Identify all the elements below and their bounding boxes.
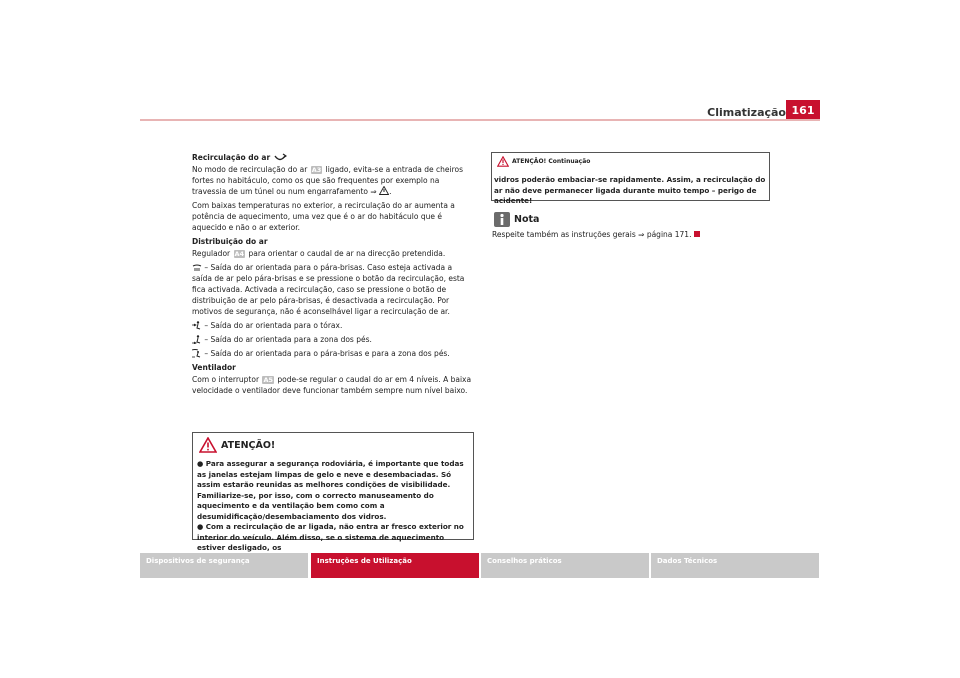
end-marker <box>694 231 700 237</box>
dist-heading: Distribuição do ar <box>192 237 268 246</box>
fan-p1-text-a: Com o interruptor <box>192 375 260 384</box>
fan-p1-text-b: pode-se regular o caudal do ar em 4 níveis. A baixa velocidade o ventilador deve funcionar também sempre num nível baixo. <box>192 375 472 395</box>
dist-both-text: – Saída do ar orientada para o pára-brisas e para a zona dos pés. <box>204 349 450 358</box>
footer-tab-tips[interactable]: Conselhos práticos <box>481 553 649 578</box>
windscreen-air-icon <box>192 264 202 272</box>
warning-text <box>197 459 469 554</box>
dist-p1-text-a: Regulador <box>192 249 231 258</box>
header-title: Climatização <box>707 106 786 119</box>
feet-air-icon <box>192 335 202 344</box>
continuation-title: ATENÇÃO! Continuação <box>512 158 591 165</box>
footer-tab-safety[interactable]: Dispositivos de segurança <box>140 553 308 578</box>
reference-badge-a3: A3 <box>311 166 322 174</box>
recirc-paragraph-1: No modo de recirculação do ar A3 ligado, evita-se a entrada de cheiros fortes no habitáculo, como os que são frequentes por exemplo na travessia de um túnel ou num engarrafamento ⇒ . <box>192 165 464 196</box>
continuation-text: vidros poderão embaciar-se rapidamente. Assim, a recirculação do ar não deve permanecer ligada durante muito tempo – perigo de acidente! <box>494 175 766 205</box>
warning-bullet-1-text: Para assegurar a segurança rodoviária, é importante que todas as janelas estejam limpas de gelo e neve e desembaciadas. Só assim estarão reunidas as melhores condições de visibilidade. Familiarize-se, por isso, com o correcto manuseamento do aquecimento e da ventilação bem como com a desumidificação/desembaciamento dos vidros. <box>197 459 464 521</box>
footer-tab-technical[interactable]: Dados Técnicos <box>651 553 819 578</box>
dist-paragraph-1 <box>192 248 474 259</box>
page-number: 161 <box>786 100 820 120</box>
left-column <box>192 152 474 399</box>
fan-paragraph-1 <box>192 374 474 396</box>
recirc-heading <box>192 152 474 163</box>
recirc-p1-text-b: ligado, evita-se a entrada de cheiros fortes no habitáculo, como os que são frequentes por exemplo na travessia de um túnel ou num engarrafamento ⇒ <box>192 165 464 196</box>
warning-continuation-box <box>491 152 770 205</box>
warning-triangle-icon <box>199 437 217 453</box>
warning-bullet-2-text: Com a recirculação de ar ligada, não entra ar fresco exterior no interior do veículo. Além disso, se o sistema de aquecimento estiver desligado, os <box>197 522 464 552</box>
reference-badge-a5: A5 <box>263 376 273 384</box>
recirculation-icon <box>273 153 287 162</box>
warning-triangle-icon <box>379 186 389 195</box>
chest-air-icon <box>192 321 202 330</box>
warning-title: ATENÇÃO! <box>221 440 276 451</box>
windscreen-feet-air-icon <box>192 349 202 358</box>
header-rule <box>140 119 820 121</box>
note-icon <box>494 212 510 227</box>
note-title: Nota <box>514 214 540 225</box>
dist-both-item <box>192 348 474 359</box>
warning-bullet-1: ● Para assegurar a segurança rodoviária, é importante que todas as janelas estejam limpas de gelo e neve e desembaciadas. Só assim estarão reunidas as melhores condições de visibilidade. Familiarize-se, por isso, com o correcto manuseamento do aquecimento e da ventilação bem como com a desumidificação/desembaciamento dos vidros. <box>197 459 464 521</box>
dist-p1-text-b: para orientar o caudal de ar na direcção pretendida. <box>248 249 446 258</box>
recirc-p1-text-a: No modo de recirculação do ar <box>192 165 308 174</box>
dist-windscreen-text: – Saída do ar orientada para o pára-brisas. Caso esteja activada a saída de ar pelo pára-brisas e se pressione o botão da recirculação, esta fica activada. Activada a recirculação, caso se pressione o botão de distribuição de ar pelo pára-brisas, é desactivada a recirculação. Por motivos de segurança, não é aconselhável ligar a recirculação de ar. <box>192 263 465 316</box>
dist-chest-item <box>192 320 474 331</box>
recirc-paragraph-2: Com baixas temperaturas no exterior, a recirculação do ar aumenta a potência de aquecimento, uma vez que é o ar do habitáculo que é aquecido e não o ar exterior. <box>192 201 455 232</box>
reference-badge-a4: A4 <box>234 250 245 258</box>
warning-box <box>192 432 474 552</box>
fan-heading: Ventilador <box>192 363 236 372</box>
warning-bullet-2: ● Com a recirculação de ar ligada, não entra ar fresco exterior no interior do veículo. Além disso, se o sistema de aquecimento estiver desligado, os <box>197 522 464 552</box>
warning-triangle-icon <box>497 156 509 167</box>
note-text <box>492 230 700 239</box>
dist-feet-text: – Saída do ar orientada para a zona dos pés. <box>204 335 372 344</box>
recirc-heading-text: Recirculação do ar <box>192 153 271 162</box>
note-text-content: Respeite também as instruções gerais ⇒ página 171. <box>492 230 692 239</box>
dist-feet-item <box>192 334 474 345</box>
dist-windscreen-item <box>192 262 474 317</box>
footer-tab-instructions[interactable]: Instruções de Utilização <box>311 553 479 578</box>
dist-chest-text: – Saída do ar orientada para o tórax. <box>204 321 343 330</box>
